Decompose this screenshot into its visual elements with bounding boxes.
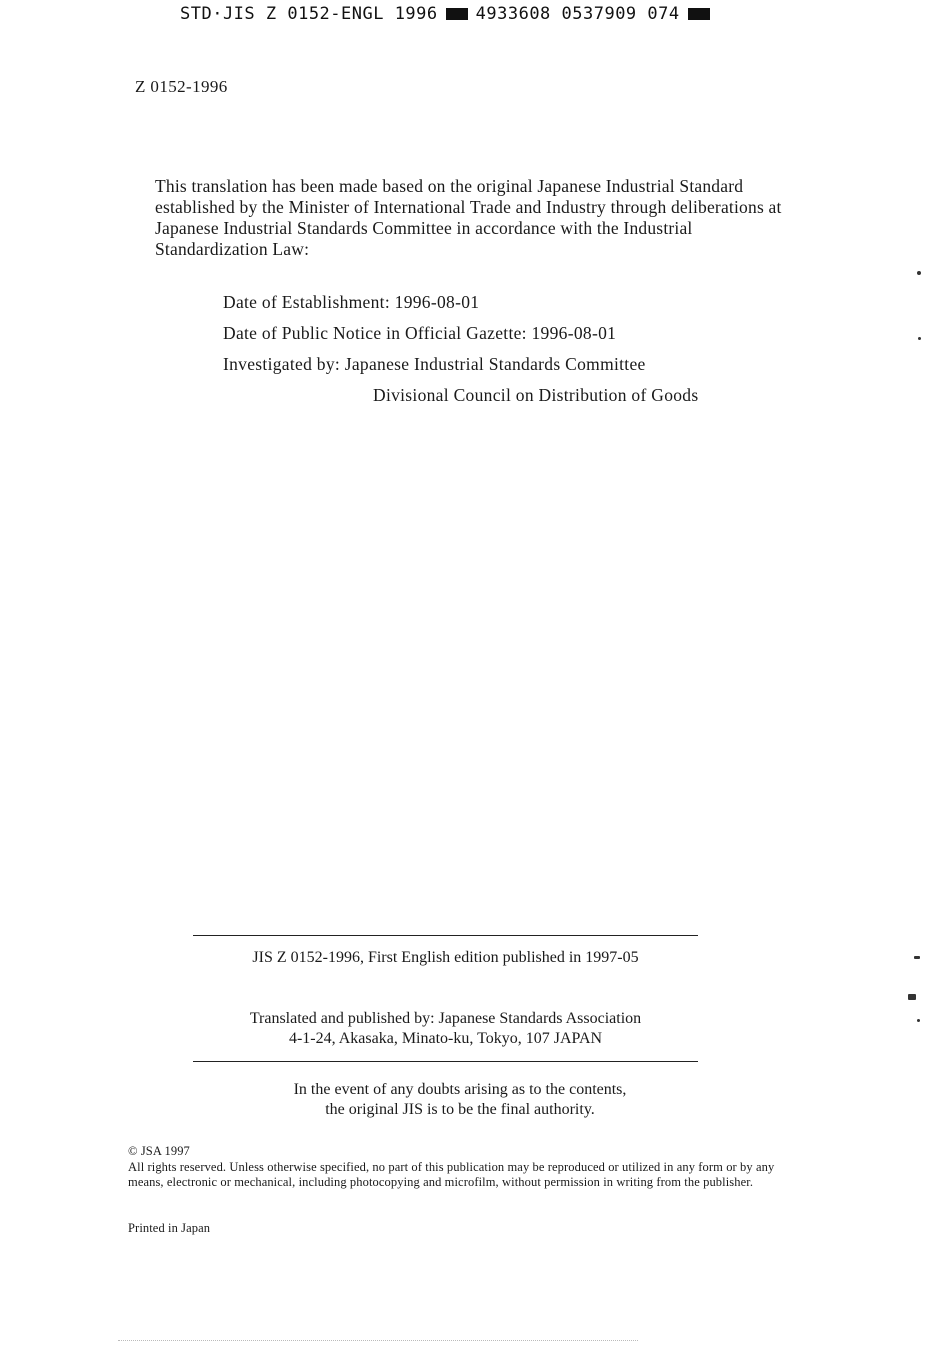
divider-top — [193, 935, 698, 936]
scan-speck — [917, 271, 921, 275]
publisher-address: 4-1-24, Akasaka, Minato-ku, Tokyo, 107 JAPAN — [288, 1030, 603, 1047]
establishment-date: Date of Establishment: 1996-08-01 — [223, 292, 480, 312]
public-notice-date: Date of Public Notice in Official Gazette: 1996-08-01 — [223, 323, 617, 343]
scan-speck — [908, 994, 916, 1000]
translator-line: Translated and published by: Japanese Standards Association — [249, 1010, 642, 1027]
redaction-block — [688, 8, 710, 20]
document-number: Z 0152-1996 — [135, 77, 228, 96]
scan-header-code — [180, 4, 718, 24]
authority-note-line-1: In the event of any doubts arising as to the contents, — [293, 1081, 627, 1098]
edition-line: JIS Z 0152-1996, First English edition published in 1997-05 — [252, 949, 639, 966]
printed-in: Printed in Japan — [128, 1221, 211, 1235]
intro-paragraph: This translation has been made based on the original Japanese Industrial Standard established by the Minister of International Trade and Industry through deliberations at Japanese Industrial Standards Committee in accordance with the Industrial Standardization Law: — [155, 176, 782, 259]
authority-note-line-2: the original JIS is to be the final authority. — [325, 1101, 595, 1118]
scan-speck — [914, 956, 920, 959]
header-code-text: STD·JIS Z 0152-ENGL 1996 — [180, 4, 438, 24]
header-code-text-2: 4933608 0537909 074 — [475, 4, 680, 24]
scan-footer-noise — [118, 1340, 638, 1342]
scan-speck — [917, 1019, 920, 1022]
divider-bottom — [193, 1061, 698, 1062]
redaction-block — [446, 8, 468, 20]
scan-speck — [918, 337, 921, 340]
investigated-by: Investigated by: Japanese Industrial Standards Committee — [223, 354, 646, 374]
divisional-council: Divisional Council on Distribution of Goods — [373, 385, 699, 405]
copyright-notice: © JSA 1997 — [128, 1144, 190, 1158]
rights-statement: All rights reserved. Unless otherwise specified, no part of this publication may be reproduced or utilized in any form or by any means, electronic or mechanical, including photocopying and microfilm, without permission in writing from the publisher. — [128, 1160, 775, 1189]
